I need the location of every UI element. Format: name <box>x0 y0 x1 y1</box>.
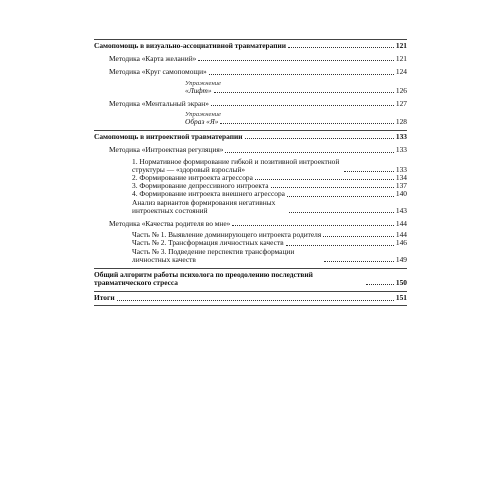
toc-entry-title: 3. Формирование депрессивного интроекта <box>132 181 269 191</box>
toc-entry-title: Общий алгоритм работы психолога по преодолению последствий травматического стресса <box>94 270 313 288</box>
toc-subitem <box>94 199 407 215</box>
toc-method <box>94 220 407 228</box>
toc-subitem <box>94 248 407 264</box>
toc-subitem <box>94 158 407 174</box>
toc-entry-title: 4. Формирование интроекта внешнего агрессора <box>132 189 285 199</box>
toc-page-number: 144 <box>395 230 407 240</box>
toc-method <box>94 146 407 154</box>
toc-section <box>94 42 407 50</box>
dot-leader <box>225 152 393 153</box>
divider <box>94 39 407 40</box>
toc-entry-title: Анализ вариантов формирования негативных интроектных состояний <box>132 197 276 215</box>
dot-leader <box>344 171 394 172</box>
toc-page-number: 149 <box>395 254 407 264</box>
toc-entry-title: «Лифт» <box>185 85 212 95</box>
toc-entry-title: Самопомощь в интроектной травматерапии <box>94 132 243 142</box>
divider <box>94 291 407 292</box>
toc-entry-title: Образ «Я» <box>185 117 219 127</box>
toc-exercise-label: Упражнение <box>185 79 221 87</box>
toc-page-number: 133 <box>395 145 407 155</box>
toc-page-number: 140 <box>395 189 407 199</box>
dot-leader <box>245 138 394 139</box>
dot-leader <box>366 284 394 285</box>
toc-entry-title: Часть № 1. Выявление доминирующего интроекта родителя <box>132 230 322 240</box>
toc-page-number: 151 <box>395 293 407 303</box>
toc-entry-title: 2. Формирование интроекта агрессора <box>132 173 253 183</box>
toc-page-number: 144 <box>395 219 407 229</box>
toc-entry-title: Методика «Круг самопомощи» <box>109 67 207 77</box>
toc-page-number: 146 <box>395 238 407 248</box>
toc-page-number: 121 <box>395 54 407 64</box>
toc-method <box>94 100 407 108</box>
dot-leader <box>288 47 394 48</box>
toc-entry-title: Самопомощь в визуально-ассоциативной травматерапии <box>94 41 287 50</box>
dot-leader <box>323 236 394 237</box>
toc-page-number: 128 <box>395 117 407 127</box>
toc-page-number: 133 <box>395 164 407 174</box>
toc-page-number: 133 <box>395 132 407 142</box>
dot-leader <box>198 60 394 61</box>
toc-entry-title: Методика «Качества родителя во мне» <box>109 219 231 229</box>
dot-leader <box>287 196 394 197</box>
toc-page-number: 150 <box>395 278 407 288</box>
toc-section <box>94 294 407 302</box>
toc-entry-title: 1. Нормативное формирование гибкой и позитивной интроектной структуры — «здоровый взрослый» <box>132 156 340 174</box>
toc-exercise <box>94 118 407 126</box>
toc-section <box>94 133 407 141</box>
toc-entry-title: Методика «Карта желаний» <box>109 54 197 64</box>
dot-leader <box>324 261 394 262</box>
toc-page-number: 121 <box>395 41 407 50</box>
divider <box>94 130 407 131</box>
toc-page-number: 126 <box>395 85 407 95</box>
dot-leader <box>211 105 394 106</box>
divider <box>94 268 407 269</box>
dot-leader <box>271 187 394 188</box>
toc-entry-title: Итоги <box>94 293 115 303</box>
dot-leader <box>220 123 393 124</box>
table-of-contents <box>94 39 407 306</box>
toc-section <box>94 271 407 287</box>
toc-exercise <box>94 87 407 95</box>
dot-leader <box>214 92 394 93</box>
dot-leader <box>289 212 394 213</box>
toc-page-number: 127 <box>395 98 407 108</box>
toc-method <box>94 55 407 63</box>
toc-page-number: 143 <box>395 205 407 215</box>
divider <box>94 305 407 306</box>
toc-method <box>94 68 407 76</box>
toc-entry-title: Методика «Интроектная регуляция» <box>109 145 224 155</box>
dot-leader <box>117 300 394 301</box>
toc-page-number: 134 <box>395 173 407 183</box>
toc-page-number: 137 <box>395 181 407 191</box>
toc-entry-title: Часть № 3. Подведение перспектив трансформации личностных качеств <box>132 246 295 264</box>
dot-leader <box>255 179 394 180</box>
toc-page-number: 124 <box>395 67 407 77</box>
dot-leader <box>209 74 394 75</box>
dot-leader <box>286 245 394 246</box>
toc-entry-title: Часть № 2. Трансформация личностных качеств <box>132 238 284 248</box>
toc-entry-title: Методика «Ментальный экран» <box>109 98 209 108</box>
dot-leader <box>232 225 394 226</box>
toc-exercise-label: Упражнение <box>185 111 221 119</box>
